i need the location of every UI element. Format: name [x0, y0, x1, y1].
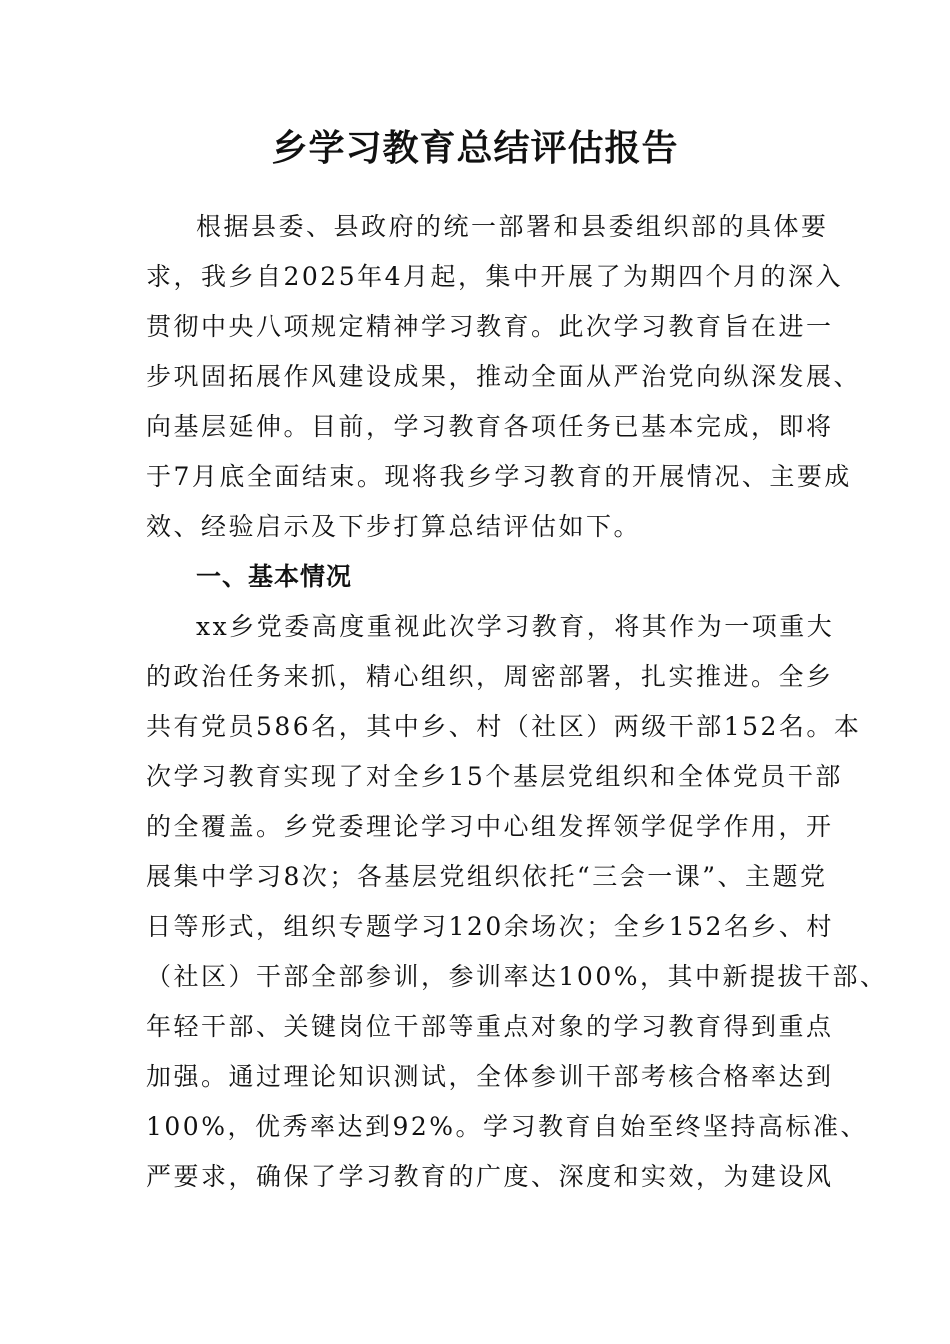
paragraph-line: 共有党员586名，其中乡、村（社区）两级干部152名。本 — [146, 712, 862, 741]
paragraph-line: 的政治任务来抓，精心组织，周密部署，扎实推进。全乡 — [146, 662, 834, 691]
paragraph-line: 100%，优秀率达到92%。学习教育自始至终坚持高标准、 — [146, 1112, 869, 1141]
document-title: 乡学习教育总结评估报告 — [271, 127, 679, 169]
paragraph-line: （社区）干部全部参训，参训率达100%，其中新提拔干部、 — [146, 962, 888, 991]
section-heading: 一、基本情况 — [196, 562, 353, 591]
paragraph-line: 于7月底全面结束。现将我乡学习教育的开展情况、主要成 — [146, 462, 852, 491]
paragraph-line: 年轻干部、关键岗位干部等重点对象的学习教育得到重点 — [146, 1012, 834, 1041]
document-body — [146, 202, 888, 1202]
paragraph-line: 向基层延伸。目前，学习教育各项任务已基本完成，即将 — [146, 412, 834, 441]
paragraph-line: 严要求，确保了学习教育的广度、深度和实效，为建设风 — [146, 1162, 834, 1191]
paragraph-line: 加强。通过理论知识测试，全体参训干部考核合格率达到 — [146, 1062, 834, 1091]
paragraph-line: 贯彻中央八项规定精神学习教育。此次学习教育旨在进一 — [146, 312, 834, 341]
paragraph-line: 次学习教育实现了对全乡15个基层党组织和全体党员干部 — [146, 762, 843, 791]
paragraph-line: xx乡党委高度重视此次学习教育，将其作为一项重大 — [196, 612, 835, 641]
paragraph-line: 效、经验启示及下步打算总结评估如下。 — [146, 512, 642, 541]
paragraph-line: 展集中学习8次；各基层党组织依托“三会一课”、主题党 — [146, 862, 828, 891]
paragraph-line: 的全覆盖。乡党委理论学习中心组发挥领学促学作用，开 — [146, 812, 834, 841]
paragraph-line: 日等形式，组织专题学习120余场次；全乡152名乡、村 — [146, 912, 834, 941]
paragraph-line: 根据县委、县政府的统一部署和县委组织部的具体要 — [196, 212, 829, 241]
paragraph-line: 步巩固拓展作风建设成果，推动全面从严治党向纵深发展、 — [146, 362, 862, 391]
paragraph-line: 求，我乡自2025年4月起，集中开展了为期四个月的深入 — [146, 262, 844, 291]
